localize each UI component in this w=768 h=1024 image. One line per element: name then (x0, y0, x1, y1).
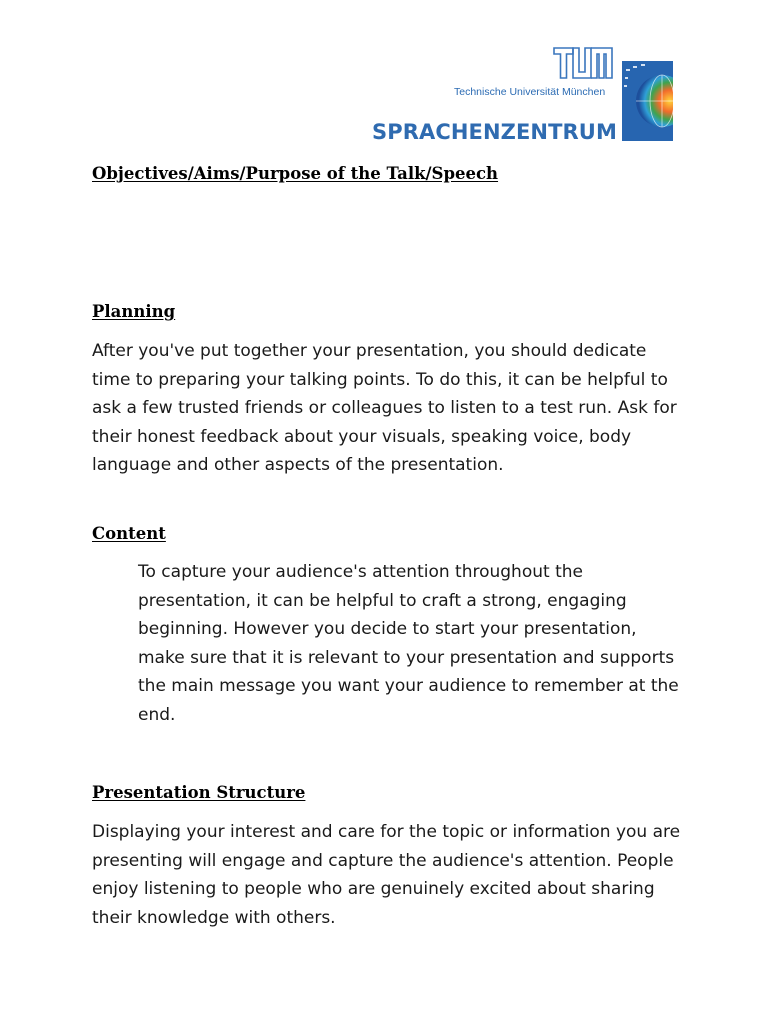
paragraph-presentation-structure: Displaying your interest and care for the topic or information you are presenting will engage and capture the audience's attention. People enjoy listening to people who are genuinely excited about sharing their knowledge with others. (92, 822, 681, 928)
tum-logo (553, 47, 613, 79)
heading-content: Content (92, 524, 166, 543)
heading-planning: Planning (92, 302, 176, 321)
globe-logo-icon (622, 61, 673, 141)
heading-presentation-structure: Presentation Structure (92, 783, 306, 802)
university-name: Technische Universität München (454, 86, 606, 98)
paragraph-planning: After you've put together your presentation, you should dedicate time to preparing your talking points. To do this, it can be helpful to ask a few trusted friends or colleagues to listen to a test run. Ask for their honest feedback about your visuals, speaking voice, body language and other aspects of the presentation. (92, 341, 677, 476)
heading-objectives: Objectives/Aims/Purpose of the Talk/Speech (92, 164, 499, 183)
paragraph-content: To capture your audience's attention throughout the presentation, it can be helpful to craft a strong, engaging beginning. However you decide to start your presentation, make sure that it is relevant to your presentation and supports the main message you want your audience to remember at the end. (138, 562, 679, 725)
department-title: SPRACHENZENTRUM (372, 120, 617, 144)
